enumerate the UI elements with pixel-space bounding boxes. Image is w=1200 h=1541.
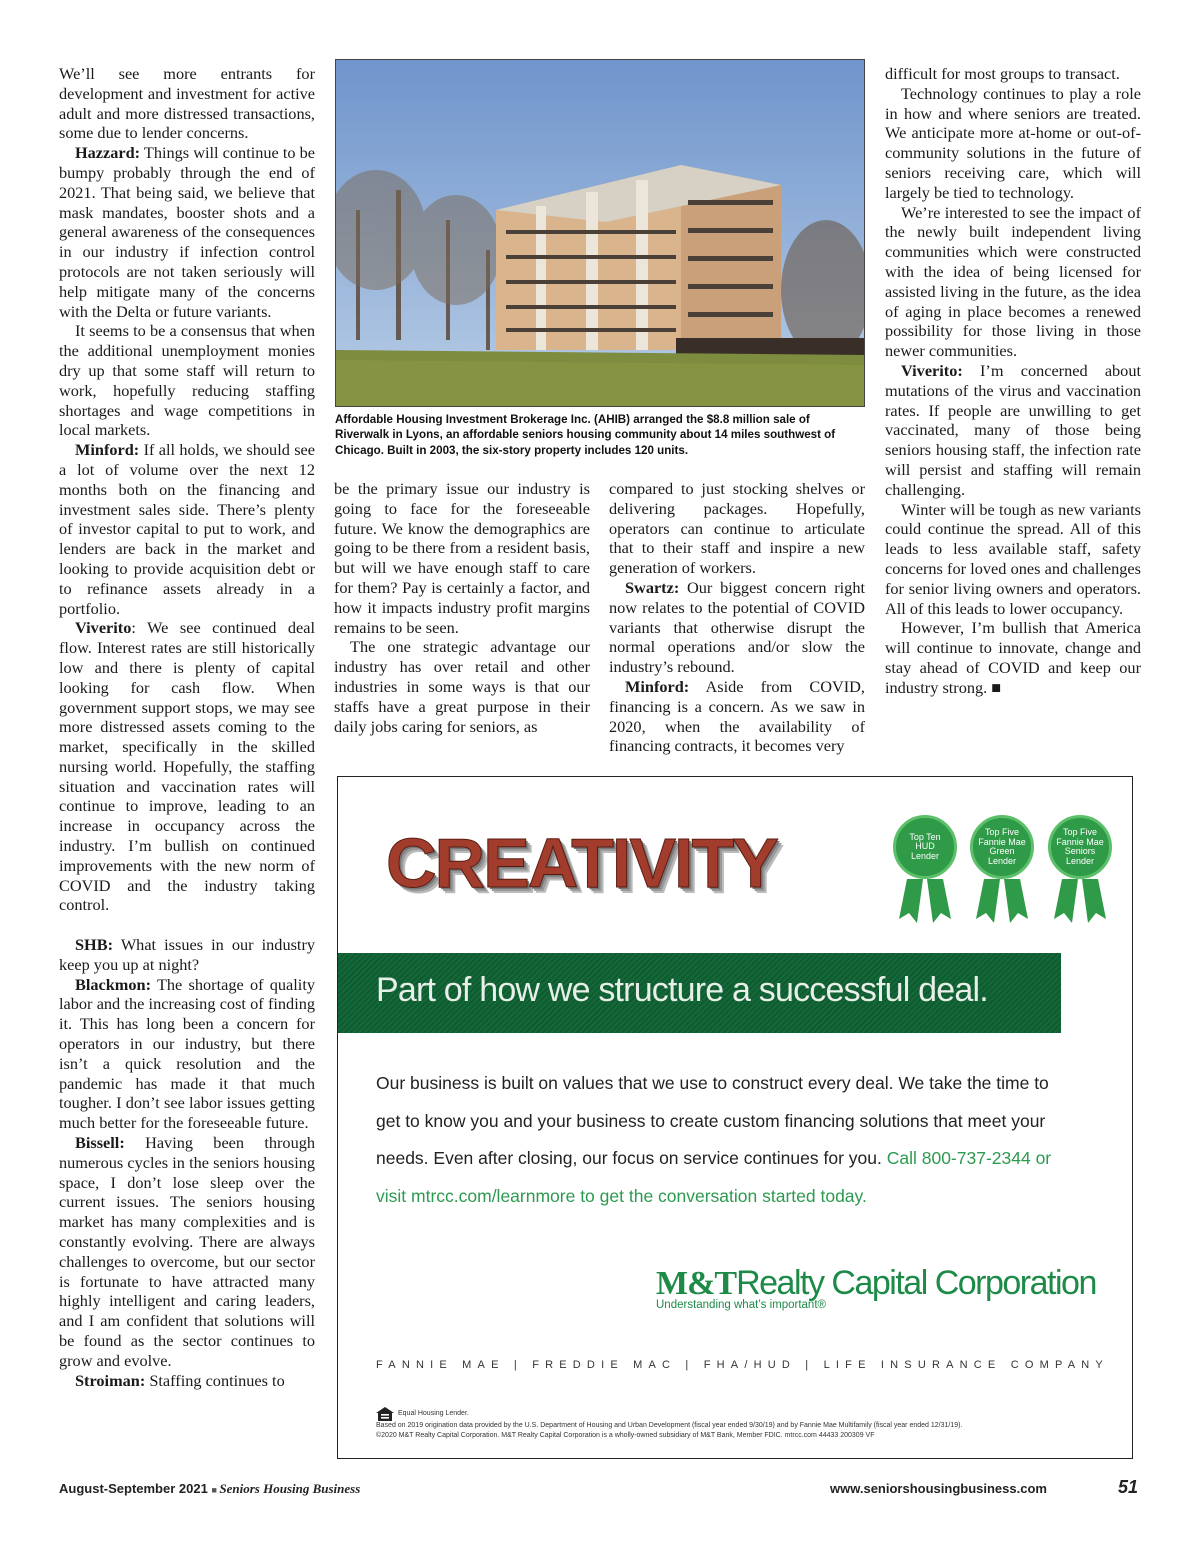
ad-banner-text: Part of how we structure a successful deal. — [376, 971, 988, 1009]
footer-publication: Seniors Housing Business — [219, 1481, 361, 1496]
ribbon-tails-icon — [893, 879, 957, 923]
equal-housing-text: Equal Housing Lender. — [398, 1410, 469, 1417]
building-photo — [335, 59, 865, 407]
photo-caption: Affordable Housing Investment Brokerage Inc. (AHIB) arranged the $8.8 million sale of Riverwalk in Lyons, an affordable seniors housing community about 14 miles southwest of Chicago. Built in 2003, the six-story property includes 120 units. — [335, 413, 836, 457]
paragraph: It seems to be a consensus that when the additional unemployment monies dry up that some staff will return to work, hopefully reducing staffing shortages and wage competitions in local markets. — [59, 321, 315, 440]
award-ribbon-fannie-green — [970, 815, 1034, 928]
footer-issue — [59, 1481, 360, 1497]
ribbon-tails-icon — [970, 879, 1034, 923]
paragraph: Viverito: We see continued deal flow. Interest rates are still historically low and there is plenty of capital looking for cash flow. When government support stops, we may see more distressed assets coming to the market, specifically in the skilled nursing world. Hopefully, the staffing situation and vaccination rates will continue to improve, leading to an increase in occupancy across the industry. I’m bullish on continued improvements with the new norm of COVID and the industry taking control. — [59, 618, 315, 915]
ad-call-to-action[interactable]: Call 800-737-2344 or visit mtrcc.com/learnmore to get the conversation started today. — [376, 1148, 1052, 1206]
article-column-4 — [885, 64, 1141, 698]
footer-issue-date: August-September 2021 — [59, 1481, 208, 1496]
ad-body-text: Our business is built on values that we use to construct every deal. We take the time to get to know you and your business to create custom financing solutions that meet your needs. Even after closing, our focus on service continues for you. — [376, 1073, 1049, 1169]
logo-mark: M&T — [656, 1265, 737, 1302]
ad-banner — [338, 953, 1061, 1033]
article-column-1 — [59, 64, 315, 1390]
mt-logo — [656, 1264, 1096, 1311]
building-photo-illustration — [336, 60, 865, 407]
paragraph: Minford: If all holds, we should see a lot of volume over the next 12 months both on the financing and investment sales side. There’s plenty of investor capital to put to work, and lenders are back in the market and looking to provide acquisition debt or to refinance assets already in a portfolio. — [59, 440, 315, 618]
ad-headline-creativity: CREATIVITY — [386, 824, 777, 902]
paragraph: Blackmon: The shortage of quality labor and the increasing cost of finding it. This has long been a concern for operators in our industry, but there isn’t a quick resolution and the pandemic has made it that much tougher. I don’t see labor issues getting much better for the foreseeable future. — [59, 974, 315, 1133]
award-ribbon-hud — [893, 815, 957, 928]
article-column-3 — [609, 479, 865, 756]
ad-services-list: FANNIE MAE | FREDDIE MAC | FHA/HUD | LIFE INSURANCE COMPANY — [376, 1359, 1109, 1371]
paragraph: Viverito: I’m concerned about mutations of the virus and vaccination rates. If people are unwilling to get vaccinated, many of those being seniors housing staff, the infection rate will persist and staffing will remain challenging. — [885, 360, 1141, 499]
fine-print-line: Based on 2019 origination data provided by the U.S. Department of Housing and Urban Development (fiscal year ended 9/30/19) and by Fannie Mae Multifamily (fiscal year ended 12/31/19). — [376, 1422, 963, 1429]
award-ribbon-fannie-seniors — [1048, 815, 1112, 928]
mt-realty-advertisement — [337, 776, 1133, 1459]
award-ribbon-label: Top Five Fannie Mae Green Lender — [970, 815, 1034, 879]
paragraph: Swartz: Our biggest concern right now relates to the potential of COVID variants that otherwise disrupt the normal operations and/or slow the industry’s rebound. — [609, 577, 865, 677]
article-column-2 — [334, 479, 590, 736]
paragraph: Minford: Aside from COVID, financing is a concern. As we saw in 2020, when the availability of financing contracts, it becomes very — [609, 676, 866, 756]
paragraph: Technology continues to play a role in how and where seniors are treated. We anticipate more at-home or out-of-community solutions in the future of seniors receiving care, which will largely be tied to technology. — [885, 83, 1141, 202]
paragraph: difficult for most groups to transact. — [885, 64, 1120, 83]
logo-tagline: Understanding what’s important® — [656, 1299, 826, 1311]
paragraph: be the primary issue our industry is going to face for the foreseeable future. We know the demographics are going to be there from a resident basis, but will we have enough staff to care for them? Pay is certainly a factor, and how it impacts industry profit margins remains to be seen. — [334, 479, 590, 637]
paragraph: We’re interested to see the impact of the newly built independent living communities which were constructed with the idea of being licensed for assisted living in the future, as the idea of aging in place becomes a renewed possibility for those living in those newer communities. — [885, 202, 1141, 361]
footer-separator-icon: ■ — [211, 1485, 220, 1495]
page-number: 51 — [1118, 1477, 1139, 1497]
ribbon-tails-icon — [1048, 879, 1112, 923]
award-ribbon-label: Top Five Fannie Mae Seniors Lender — [1048, 815, 1112, 879]
equal-housing-icon — [376, 1407, 394, 1421]
logo-name: Realty Capital Corporation — [736, 1264, 1096, 1302]
fine-print-line: ©2020 M&T Realty Capital Corporation. M&T Realty Capital Corporation is a wholly-owned subsidiary of M&T Bank, Member FDIC. mtrcc.com 44433 200309 VF — [376, 1432, 875, 1439]
ad-body-copy — [376, 1065, 1056, 1215]
paragraph: Winter will be tough as new variants could continue the spread. All of this leads to less available staff, safety concerns for loved ones and challenges for senior living owners and operators. All of this leads to lower occupancy. — [885, 499, 1141, 618]
paragraph: Hazzard: Things will continue to be bumpy probably through the end of 2021. That being said, we believe that mask mandates, booster shots and a general awareness of the consequences in our industry if infection control protocols are not taken seriously will help mitigate many of the concerns with the Delta or future variants. — [59, 143, 315, 321]
paragraph: However, I’m bullish that America will continue to innovate, change and stay ahead of COVID and keep our industry strong. ■ — [885, 618, 1141, 697]
award-ribbon-label: Top Ten HUD Lender — [893, 815, 957, 879]
ad-fine-print — [376, 1407, 1096, 1441]
paragraph: compared to just stocking shelves or delivering packages. Hopefully, operators can continue to articulate that to their staff and inspire a new generation of workers. — [609, 479, 865, 578]
paragraph: Bissell: Having been through numerous cycles in the seniors housing space, I don’t lose sleep over the current issues. The seniors housing market has many complexities and is constantly evolving. There are always challenges to overcome, but our sector is fortunate to have attracted many highly intelligent and caring leaders, and I am confident that solutions will be found as the sector continues to grow and evolve. — [59, 1133, 315, 1370]
question-paragraph: SHB: What issues in our industry keep you up at night? — [59, 935, 316, 974]
paragraph: We’ll see more entrants for development and investment for active adult and more distressed transactions, some due to lender concerns. — [59, 64, 315, 143]
paragraph: Stroiman: Staffing continues to — [75, 1370, 285, 1390]
paragraph: The one strategic advantage our industry has over retail and other industries in some ways is that our staffs have a great purpose in their daily jobs caring for seniors, as — [334, 637, 590, 736]
footer-url[interactable]: www.seniorshousingbusiness.com — [830, 1481, 1047, 1496]
